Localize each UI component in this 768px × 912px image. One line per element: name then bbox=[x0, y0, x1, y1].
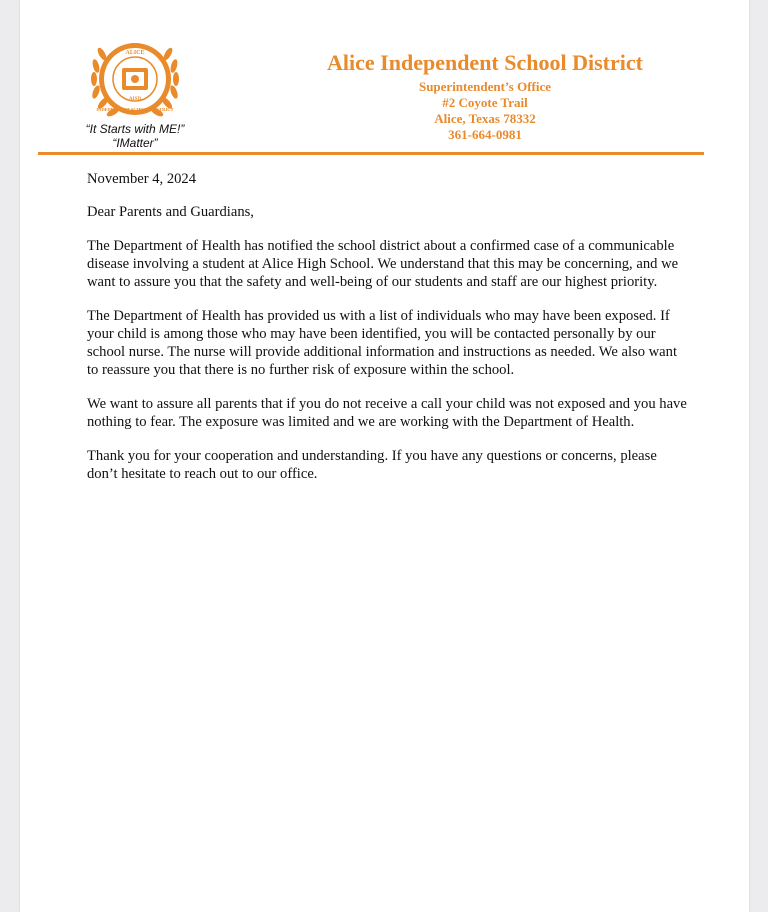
letterhead-divider bbox=[38, 152, 704, 155]
district-seal-icon bbox=[80, 24, 190, 124]
letter-body bbox=[87, 170, 687, 499]
motto-line-2: “IMatter” bbox=[112, 136, 158, 150]
street-address: #2 Coyote Trail bbox=[442, 95, 528, 110]
motto-line-1: “It Starts with ME!” bbox=[85, 122, 185, 136]
seal-ring-text: INDEPENDENT SCHOOL DISTRICT bbox=[96, 107, 174, 112]
letter-salutation: Dear Parents and Guardians, bbox=[87, 204, 254, 220]
letter-paragraph-4: Thank you for your cooperation and understanding. If you have any questions or concerns, please don’t hesitate to reach out to our office. bbox=[87, 448, 657, 482]
letterhead bbox=[265, 50, 705, 143]
city-state-zip: Alice, Texas 78332 bbox=[434, 111, 536, 126]
seal-top-text: ALICE bbox=[125, 50, 145, 56]
district-name: Alice Independent School District bbox=[327, 50, 643, 75]
letter-paragraph-1: The Department of Health has notified the school district about a confirmed case of a communicable disease involving a student at Alice High School. We understand that this may be concerning, and we want to assure you that the safety and well-being of our students and staff are our highest priority. bbox=[87, 238, 679, 290]
letter-page bbox=[20, 0, 749, 912]
seal-center-text: AISD bbox=[129, 97, 141, 102]
district-motto bbox=[60, 122, 210, 150]
letter-paragraph-3: We want to assure all parents that if you do not receive a call your child was not exposed and you have nothing to fear. The exposure was limited and we are working with the Department of Health. bbox=[87, 396, 687, 430]
office-name: Superintendent’s Office bbox=[418, 79, 552, 94]
letter-date: November 4, 2024 bbox=[87, 171, 197, 187]
letter-paragraph-2: The Department of Health has provided us with a list of individuals who may have been exposed. If your child is among those who may have been identified, you will be contacted personally by our school nurse. The nurse will provide additional information and instructions as needed. We also want to reassure you that there is no further risk of exposure within the school. bbox=[87, 308, 678, 378]
phone-number: 361-664-0981 bbox=[448, 127, 522, 142]
